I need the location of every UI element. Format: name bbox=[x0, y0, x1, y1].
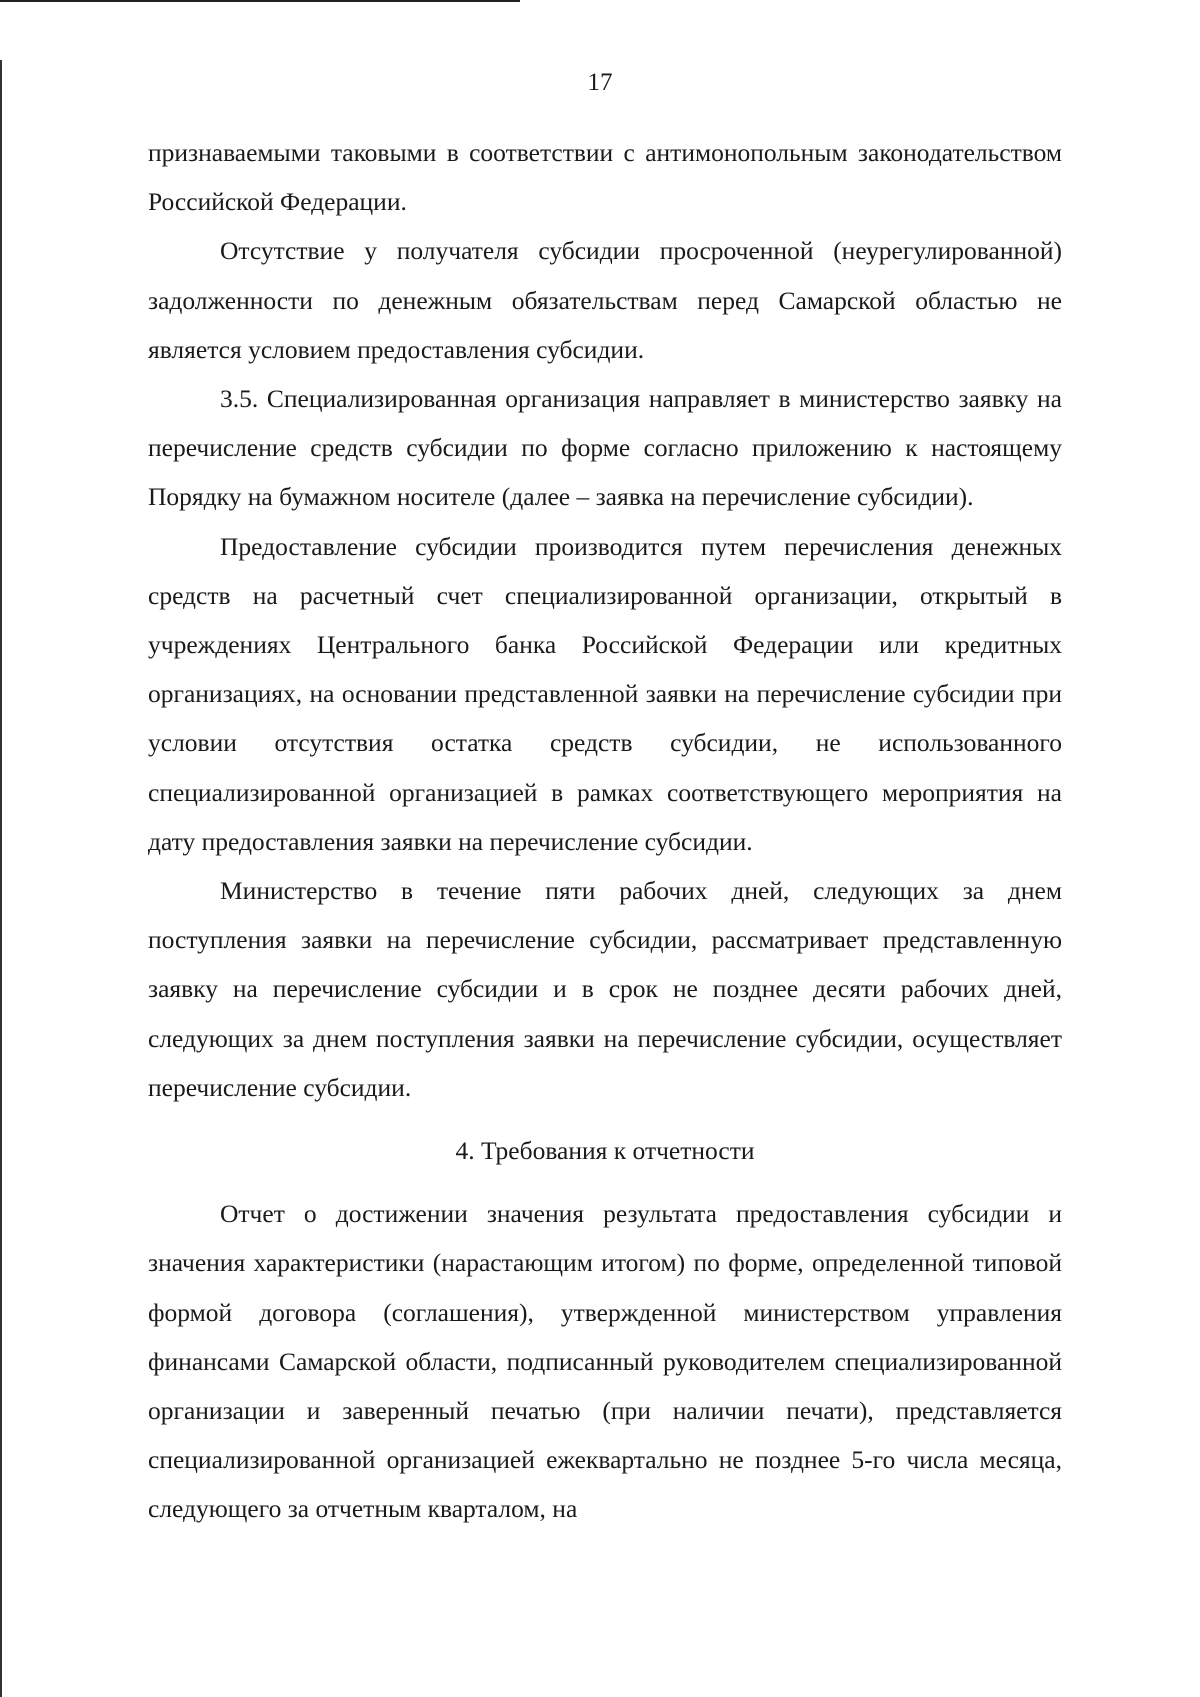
scan-border-top bbox=[0, 0, 520, 2]
document-body bbox=[148, 128, 1062, 1534]
paragraph-3-5-application: 3.5. Специализированная организация направляет в министерство заявку на перечисление средств субсидии по форме согласно приложению к настоящему Порядку на бумажном носителе (далее – заявка на перечисление субсидии). bbox=[148, 384, 1062, 512]
paragraph-continuation: признаваемыми таковыми в соответствии с антимонопольным законодательством Российской Федерации. bbox=[148, 138, 1062, 217]
scan-border-left bbox=[0, 60, 2, 1697]
paragraph-debt-condition: Отсутствие у получателя субсидии просроченной (неурегулированной) задолженности по денежным обязательствам перед Самарской областью не является условием предоставления субсидии. bbox=[148, 236, 1062, 364]
page-number: 17 bbox=[587, 69, 613, 96]
section-4-heading: 4. Требования к отчетности bbox=[455, 1136, 755, 1166]
paragraph-report-requirements: Отчет о достижении значения результата предоставления субсидии и значения характеристики (нарастающим итогом) по форме, определенной типовой формой договора (соглашения), утвержденной министерством управления финансами Самарской области, подписанный руководителем специализированной организации и заверенный печатью (при наличии печати), представляется специализированной организацией ежеквартально не позднее 5-го числа месяца, следующего за отчетным кварталом, на bbox=[148, 1199, 1062, 1524]
paragraph-subsidy-transfer: Предоставление субсидии производится путем перечисления денежных средств на расчетный счет специализированной организации, открытый в учреждениях Центрального банка Российской Федерации или кредитных организациях, на основании представленной заявки на перечисление субсидии при условии отсутствия остатка средств субсидии, не использованного специализированной организацией в рамках соответствующего мероприятия на дату предоставления заявки на перечисление субсидии. bbox=[148, 531, 1062, 856]
paragraph-ministry-review: Министерство в течение пяти рабочих дней, следующих за днем поступления заявки на перечисление субсидии, рассматривает представленную заявку на перечисление субсидии и в срок не позднее десяти рабочих дней, следующих за днем поступления заявки на перечисление субсидии, осуществляет перечисление субсидии. bbox=[148, 876, 1062, 1102]
